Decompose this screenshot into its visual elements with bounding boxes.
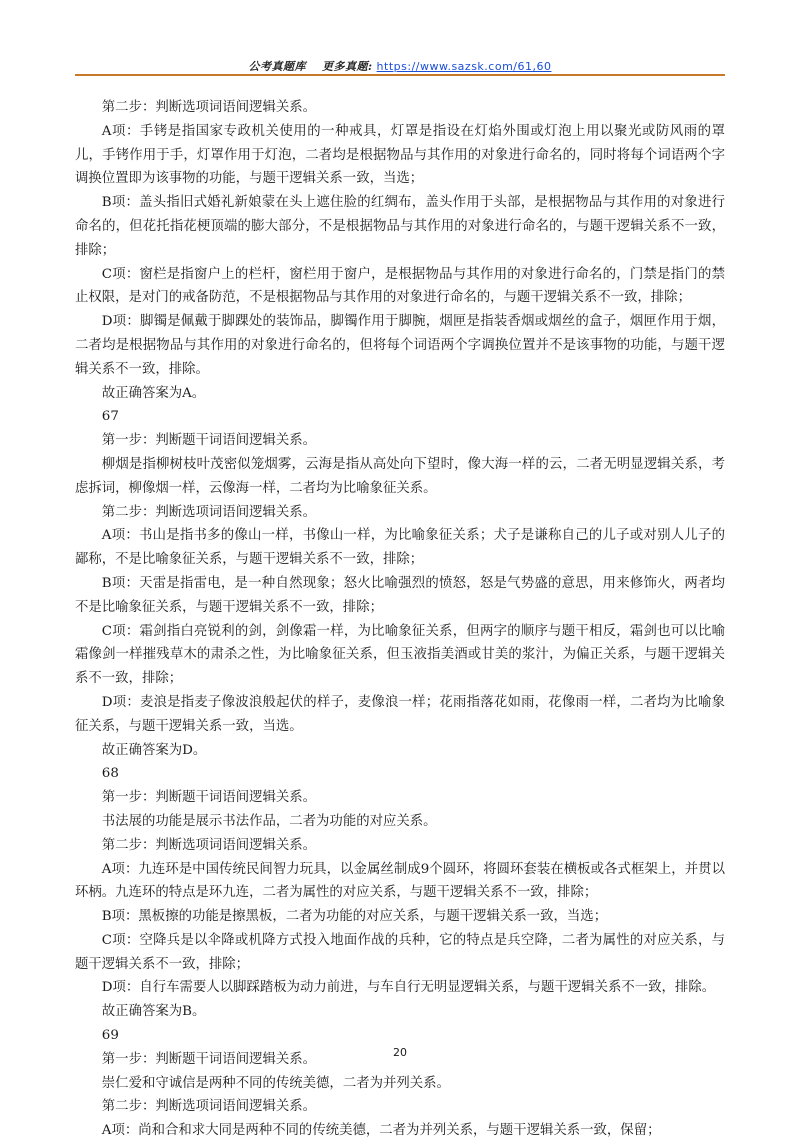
paragraph: 第二步：判断选项词语间逻辑关系。 (101, 504, 317, 520)
paragraph: 柳烟是指柳树枝叶茂密似笼烟雾，云海是指从高处向下望时，像大海一样的云，二者无明显逻辑关系，考虑拆词，柳像烟一样，云像海一样，二者均为比喻象征关系。 (75, 456, 725, 496)
header-brand: 公考真题库 (248, 60, 306, 73)
paragraph: D项：麦浪是指麦子像波浪般起伏的样子，麦像浪一样；花雨指落花如雨，花像雨一样，二者均为比喻象征关系，与题干逻辑关系一致，当选。 (75, 694, 725, 734)
paragraph: A项：手铐是指国家专政机关使用的一种戒具，灯罩是指设在灯焰外围或灯泡上用以聚光或防风雨的罩儿，手铐作用于手，灯罩作用于灯泡，二者均是根据物品与其作用的对象进行命名的，同时将每个词语两个字调换位置即为该事物的功能，与题干逻辑关系一致，当选； (75, 123, 725, 187)
paragraph: C项：空降兵是以伞降或机降方式投入地面作战的兵种，它的特点是兵空降，二者为属性的对应关系，与题干逻辑关系不一致，排除； (75, 932, 725, 972)
paragraph: 第二步：判断选项词语间逻辑关系。 (101, 1099, 317, 1115)
paragraph: B项：黑板擦的功能是擦黑板，二者为功能的对应关系，与题干逻辑关系一致，当选； (101, 909, 608, 925)
paragraph: 崇仁爱和守诚信是两种不同的传统美德，二者为并列关系。 (101, 1075, 450, 1091)
question-number: 68 (101, 766, 119, 782)
paragraph: A项：尚和合和求大同是两种不同的传统美德，二者为并列关系，与题干逻辑关系一致，保留； (101, 1123, 661, 1139)
paragraph: A项：九连环是中国传统民间智力玩具，以金属丝制成9个圆环，将圆环套装在横板或各式框架上，并贯以环柄。九连环的特点是环九连，二者为属性的对应关系，与题干逻辑关系不一致，排除； (75, 861, 725, 901)
page-header (0, 58, 800, 74)
question-number: 67 (101, 409, 119, 425)
page-number: 20 (393, 1046, 407, 1059)
paragraph: 第一步：判断题干词语间逻辑关系。 (101, 790, 317, 806)
paragraph: D项：自行车需要人以脚踩踏板为动力前进，与车自行无明显逻辑关系，与题干逻辑关系不一致，排除。 (101, 980, 716, 996)
answer-line: 故正确答案为B。 (101, 1004, 206, 1020)
paragraph: B项：天雷是指雷电，是一种自然现象；怒火比喻强烈的愤怒，怒是气势盛的意思，用来修饰火，两者均不是比喻象征关系，与题干逻辑关系不一致，排除； (75, 575, 725, 615)
paragraph: 书法展的功能是展示书法作品，二者为功能的对应关系。 (101, 813, 437, 829)
question-number: 69 (101, 1028, 119, 1044)
paragraph: 第一步：判断题干词语间逻辑关系。 (101, 433, 317, 449)
header-more-label: 更多真题: (321, 60, 373, 73)
paragraph: C项：霜剑指白亮锐利的剑，剑像霜一样，为比喻象征关系，但两字的顺序与题干相反，霜剑也可以比喻霜像剑一样摧残草木的肃杀之性，为比喻象征关系，但玉液指美酒或甘美的浆汁，为偏正关系，与题干逻辑关系不一致，排除； (75, 623, 725, 687)
paragraph: B项：盖头指旧式婚礼新娘蒙在头上遮住脸的红绸布，盖头作用于头部，是根据物品与其作用的对象进行命名的，但花托指花梗顶端的膨大部分，不是根据物品与其作用的对象进行命名的，与题干逻辑关系不一致，排除； (75, 195, 725, 258)
answer-line: 故正确答案为A。 (101, 385, 206, 401)
header-link[interactable]: https://www.sazsk.com/61,60 (376, 60, 552, 73)
paragraph: A项：书山是指书多的像山一样，书像山一样，为比喻象征关系；犬子是谦称自己的儿子或对别人儿子的鄙称，不是比喻象征关系，与题干逻辑关系不一致，排除； (75, 528, 725, 568)
paragraph: 第一步：判断题干词语间逻辑关系。 (101, 1051, 317, 1067)
header-divider (75, 74, 725, 76)
paragraph: 第二步：判断选项词语间逻辑关系。 (101, 100, 317, 115)
paragraph: D项：脚镯是佩戴于脚踝处的装饰品，脚镯作用于脚腕，烟匣是指装香烟或烟丝的盒子，烟匣作用于烟，二者均是根据物品与其作用的对象进行命名的，但将每个词语两个字调换位置并不是该事物的功能，与题干逻辑关系不一致，排除。 (75, 314, 725, 377)
document-body (75, 96, 725, 1143)
answer-line: 故正确答案为D。 (101, 742, 207, 758)
paragraph: C项：窗栏是指窗户上的栏杆，窗栏用于窗户，是根据物品与其作用的对象进行命名的，门禁是指门的禁止权限，是对门的戒备防范，不是根据物品与其作用的对象进行命名的，与题干逻辑关系不一致，排除； (75, 266, 725, 306)
paragraph: 第二步：判断选项词语间逻辑关系。 (101, 837, 317, 853)
